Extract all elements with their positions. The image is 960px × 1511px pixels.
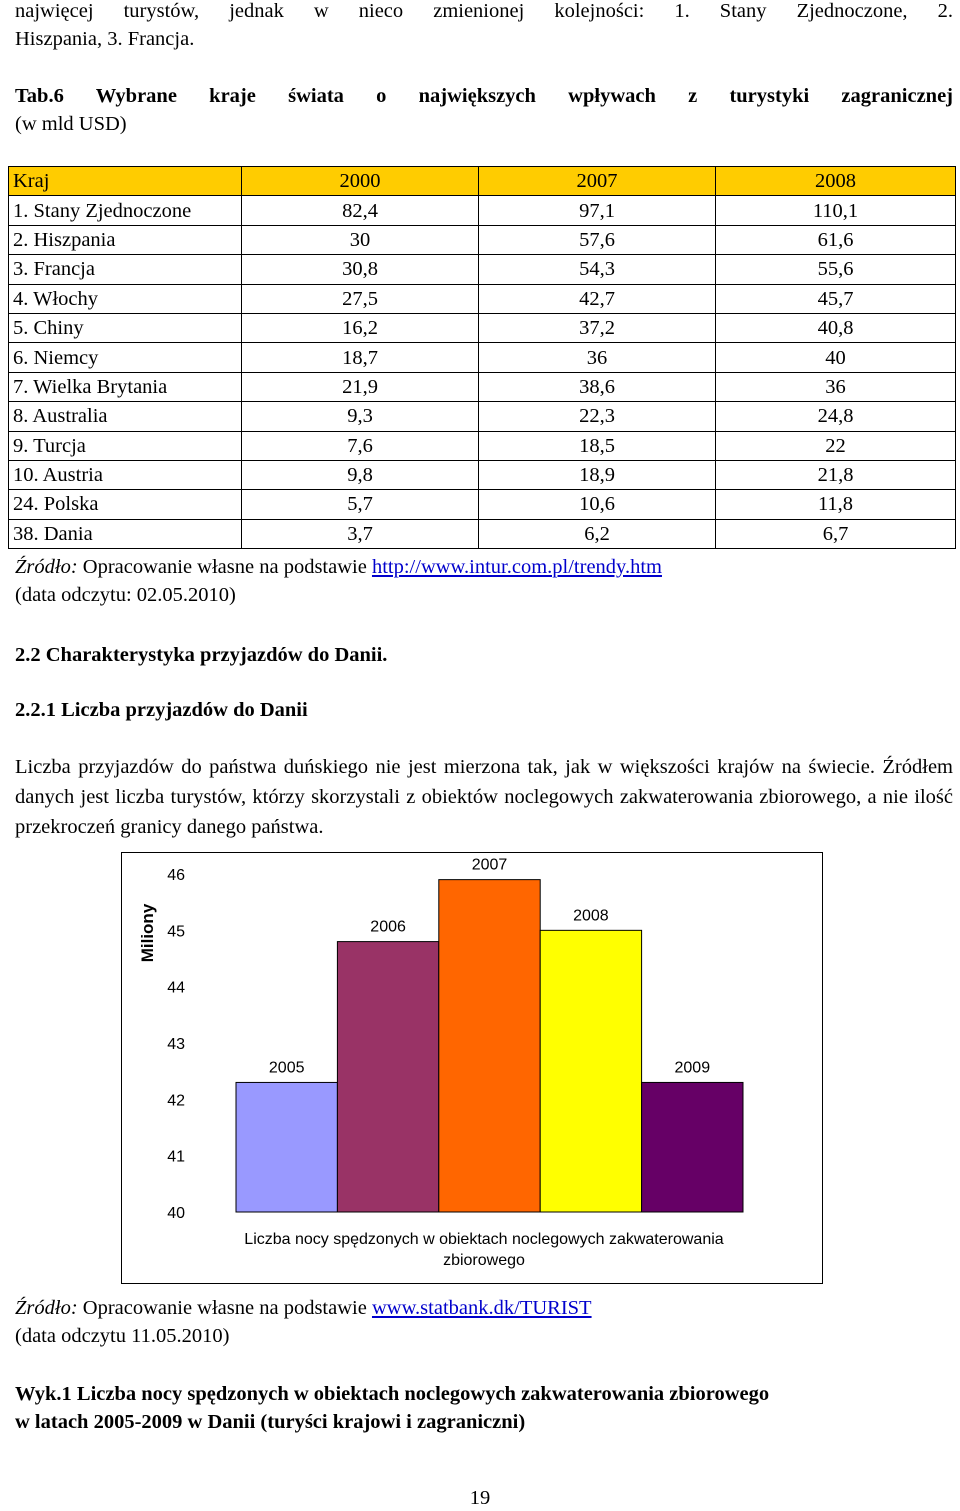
bar-2009 bbox=[642, 1082, 743, 1212]
intro-line-2: Hiszpania, 3. Francja. bbox=[15, 28, 195, 50]
nights-bar-chart bbox=[121, 852, 823, 1284]
country-cell: 3. Francja bbox=[9, 255, 242, 284]
value-cell: 36 bbox=[716, 372, 956, 401]
y-tick-label: 40 bbox=[167, 1205, 185, 1222]
table-row bbox=[9, 284, 956, 313]
table-caption-line-1: Tab.6 Wybrane kraje świata o największych wpływach z turystyki zagranicznej bbox=[15, 85, 953, 107]
bar-label: 2009 bbox=[674, 1059, 711, 1077]
value-cell: 55,6 bbox=[716, 255, 956, 284]
body-paragraph: Liczba przyjazdów do państwa duńskiego nie jest mierzona tak, jak w większości krajów na świecie. Źródłem danych jest liczba turystów, którzy skorzystali z obiektów noclegowych zakwaterowania zbiorowego, a nie ilość przekroczeń granicy danego państwa. bbox=[15, 756, 953, 838]
value-cell: 10,6 bbox=[479, 490, 716, 519]
value-cell: 61,6 bbox=[716, 225, 956, 254]
y-tick-label: 45 bbox=[167, 923, 185, 941]
bar-label: 2005 bbox=[268, 1059, 305, 1077]
country-cell: 5. Chiny bbox=[9, 313, 242, 342]
table-row bbox=[9, 225, 956, 254]
source2-link[interactable]: www.statbank.dk/TURIST bbox=[371, 1297, 592, 1319]
value-cell: 21,8 bbox=[716, 460, 956, 489]
value-cell: 45,7 bbox=[716, 284, 956, 313]
intro-line-1: najwięcej turystów, jednak w nieco zmienionej kolejności: 1. Stany Zjednoczone, 2. bbox=[15, 0, 953, 22]
table-header-row bbox=[9, 167, 956, 196]
value-cell: 22,3 bbox=[479, 402, 716, 431]
table-row bbox=[9, 460, 956, 489]
value-cell: 11,8 bbox=[716, 490, 956, 519]
value-cell: 6,2 bbox=[479, 519, 716, 548]
country-cell: 1. Stany Zjednoczone bbox=[9, 196, 242, 225]
country-cell: 38. Dania bbox=[9, 519, 242, 548]
value-cell: 57,6 bbox=[479, 225, 716, 254]
value-cell: 30,8 bbox=[242, 255, 479, 284]
value-cell: 18,5 bbox=[479, 431, 716, 460]
country-cell: 9. Turcja bbox=[9, 431, 242, 460]
y-tick-label: 44 bbox=[167, 979, 185, 997]
page-number: 19 bbox=[469, 1487, 491, 1509]
value-cell: 18,9 bbox=[479, 460, 716, 489]
value-cell: 3,7 bbox=[242, 519, 479, 548]
source-date: (data odczytu: 02.05.2010) bbox=[15, 584, 236, 606]
value-cell: 21,9 bbox=[242, 372, 479, 401]
value-cell: 110,1 bbox=[716, 196, 956, 225]
table-row bbox=[9, 431, 956, 460]
table-row bbox=[9, 519, 956, 548]
y-tick-label: 42 bbox=[167, 1092, 185, 1110]
value-cell: 5,7 bbox=[242, 490, 479, 519]
bar-label: 2008 bbox=[573, 907, 609, 925]
source2-date: (data odczytu 11.05.2010) bbox=[15, 1325, 230, 1347]
value-cell: 9,8 bbox=[242, 460, 479, 489]
table-row bbox=[9, 490, 956, 519]
country-cell: 24. Polska bbox=[9, 490, 242, 519]
country-cell: 8. Australia bbox=[9, 402, 242, 431]
value-cell: 24,8 bbox=[716, 402, 956, 431]
y-axis-title: Miliony bbox=[138, 903, 157, 963]
chart-source bbox=[15, 1294, 953, 1350]
x-axis-title-line-1: Liczba nocy spędzonych w obiektach noclegowych zakwaterowania bbox=[244, 1231, 724, 1248]
header-cell: 2007 bbox=[479, 167, 716, 196]
value-cell: 30 bbox=[242, 225, 479, 254]
bar-2007 bbox=[439, 880, 540, 1212]
table-row bbox=[9, 372, 956, 401]
country-cell: 2. Hiszpania bbox=[9, 225, 242, 254]
source-text: Opracowanie własne na podstawie bbox=[77, 556, 372, 578]
tourism-revenue-table bbox=[8, 166, 956, 549]
header-cell: 2000 bbox=[242, 167, 479, 196]
table-row bbox=[9, 255, 956, 284]
value-cell: 82,4 bbox=[242, 196, 479, 225]
value-cell: 36 bbox=[479, 343, 716, 372]
country-cell: 4. Włochy bbox=[9, 284, 242, 313]
table-source bbox=[15, 553, 953, 609]
figure-caption-line-1: Wyk.1 Liczba nocy spędzonych w obiektach noclegowych zakwaterowania zbiorowego bbox=[15, 1383, 770, 1405]
value-cell: 18,7 bbox=[242, 343, 479, 372]
table-caption bbox=[15, 82, 953, 138]
value-cell: 22 bbox=[716, 431, 956, 460]
country-cell: 10. Austria bbox=[9, 460, 242, 489]
table-row bbox=[9, 402, 956, 431]
subsection-heading: 2.2.1 Liczba przyjazdów do Danii bbox=[15, 699, 308, 721]
source2-text: Opracowanie własne na podstawie bbox=[77, 1297, 372, 1319]
source-label: Źródło: bbox=[15, 556, 78, 578]
figure-caption bbox=[15, 1380, 953, 1436]
country-cell: 7. Wielka Brytania bbox=[9, 372, 242, 401]
bar-2006 bbox=[337, 942, 438, 1212]
value-cell: 40,8 bbox=[716, 313, 956, 342]
value-cell: 16,2 bbox=[242, 313, 479, 342]
y-tick-label: 41 bbox=[167, 1148, 185, 1166]
table-row bbox=[9, 343, 956, 372]
value-cell: 37,2 bbox=[479, 313, 716, 342]
value-cell: 9,3 bbox=[242, 402, 479, 431]
country-cell: 6. Niemcy bbox=[9, 343, 242, 372]
value-cell: 7,6 bbox=[242, 431, 479, 460]
table-row bbox=[9, 313, 956, 342]
bar-label: 2006 bbox=[370, 918, 406, 936]
source-link[interactable]: http://www.intur.com.pl/trendy.htm bbox=[371, 556, 662, 578]
figure-caption-line-2: w latach 2005-2009 w Danii (turyści krajowi i zagraniczni) bbox=[15, 1411, 526, 1433]
table-caption-line-2: (w mld USD) bbox=[15, 113, 127, 135]
y-tick-label: 43 bbox=[167, 1036, 185, 1053]
intro-text bbox=[15, 0, 953, 53]
header-cell: 2008 bbox=[716, 167, 956, 196]
value-cell: 38,6 bbox=[479, 372, 716, 401]
bar-2005 bbox=[236, 1082, 337, 1212]
x-axis-title-line-2: zbiorowego bbox=[443, 1252, 525, 1269]
value-cell: 40 bbox=[716, 343, 956, 372]
table-row bbox=[9, 196, 956, 225]
bar-label: 2007 bbox=[471, 856, 508, 874]
header-cell: Kraj bbox=[9, 167, 242, 196]
value-cell: 54,3 bbox=[479, 255, 716, 284]
y-tick-label: 46 bbox=[167, 867, 185, 884]
source2-label: Źródło: bbox=[15, 1297, 78, 1319]
value-cell: 42,7 bbox=[479, 284, 716, 313]
section-heading: 2.2 Charakterystyka przyjazdów do Danii. bbox=[15, 644, 388, 666]
value-cell: 27,5 bbox=[242, 284, 479, 313]
bar-2008 bbox=[540, 930, 641, 1212]
value-cell: 97,1 bbox=[479, 196, 716, 225]
value-cell: 6,7 bbox=[716, 519, 956, 548]
